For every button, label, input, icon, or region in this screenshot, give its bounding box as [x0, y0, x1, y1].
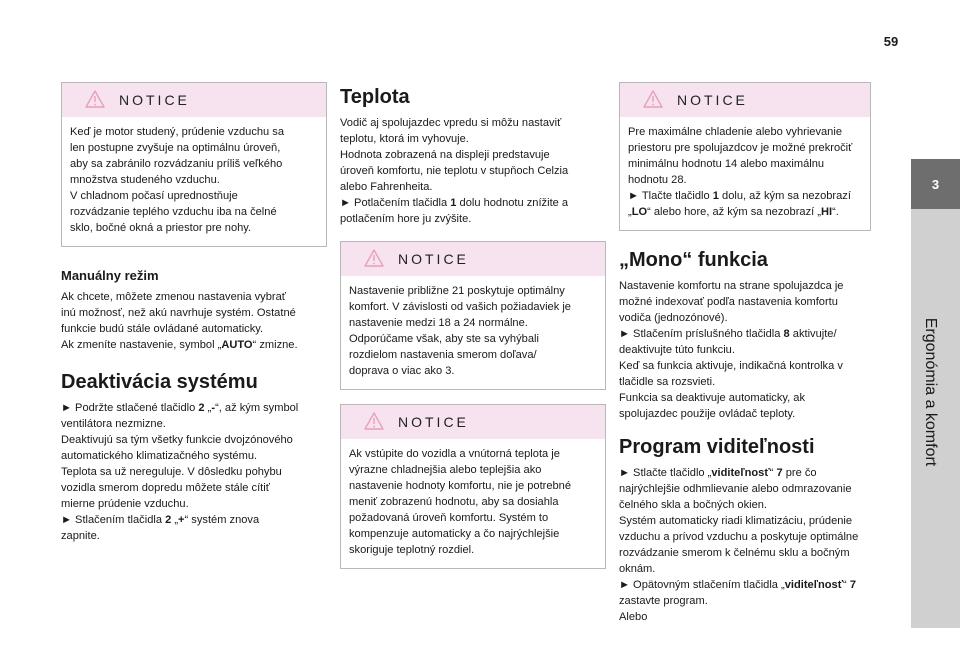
text-line: možné indexovať podľa nastavenia komfortu — [619, 296, 838, 308]
text-line: úroveň komfortu, nie teplotu v stupňoch Celzia — [340, 165, 569, 177]
text-line: teplotu, ktorá im vyhovuje. — [340, 133, 469, 145]
text-line: hodnotu 28. — [628, 174, 687, 186]
text-line: skoriguje teplotný rozdiel. — [349, 544, 475, 556]
text-line: funkcie budú stále ovládané automaticky. — [61, 323, 264, 335]
visibility-paragraph — [619, 465, 871, 625]
text-line: ventilátora nezmizne. — [61, 418, 166, 430]
text-line: tlačidle sa rozsvieti. — [619, 376, 716, 388]
text-line: vodiča (jednozónové). — [619, 312, 728, 324]
warning-icon — [364, 412, 384, 430]
column-1 — [61, 82, 327, 544]
text-line: zapnite. — [61, 530, 100, 542]
text-line: Funkcia sa deaktivuje automaticky, ak — [619, 392, 806, 404]
text-line: meniť zobrazenú hodnotu, aby sa dosiahla — [349, 496, 559, 508]
notice-header — [341, 405, 605, 439]
notice-box — [619, 82, 871, 231]
text-line: spolujazdec použije ovládač teploty. — [619, 408, 796, 420]
mono-paragraph — [619, 278, 871, 422]
text-line: ► Stlačením tlačidla 2 „+“ systém znova — [61, 514, 260, 526]
text-line: kompenzuje automaticky a čo najrýchlejšie — [349, 528, 560, 540]
text-line: V chladnom počasí uprednostňuje — [70, 190, 238, 202]
text-line: vozidla smerom dopredu môžete stále cítiť — [61, 482, 270, 494]
text-line: Deaktivujú sa tým všetky funkcie dvojzónového — [61, 434, 293, 446]
text-line: Systém automaticky riadi klimatizáciu, prúdenie — [619, 515, 853, 527]
notice-title: NOTICE — [119, 92, 190, 108]
section-heading-mono: „Mono“ funkcia — [619, 249, 768, 271]
text-line: automatického klimatizačného systému. — [61, 450, 258, 462]
warning-icon — [85, 90, 105, 108]
text-line: priestoru pre spolujazdcov je možné prekročiť — [628, 142, 853, 154]
text-line: rozdielom nastavenia smerom doľava/ — [349, 349, 537, 361]
text-line: Vodič aj spolujazdec vpredu si môžu nastaviť — [340, 117, 562, 129]
text-line: len postupne zvyšuje na optimálnu úroveň, — [70, 142, 281, 154]
manual-paragraph — [61, 289, 327, 353]
section-heading-manual: Manuálny režim — [61, 268, 159, 283]
text-line: najrýchlejšie odhmlievanie alebo odmrazovanie — [619, 483, 852, 495]
text-line: ► Opätovným stlačením tlačidla „viditeľnosť“ 7 — [619, 579, 856, 591]
text-line: vzduchu a prívod vzduchu a poskytuje optimálne — [619, 531, 859, 543]
text-line: ► Podržte stlačené tlačidlo 2 „-“, až kým symbol — [61, 402, 299, 414]
notice-box — [340, 241, 606, 390]
notice-title: NOTICE — [398, 251, 469, 267]
text-line: čelného skla a bočných okien. — [619, 499, 768, 511]
text-line: Alebo — [619, 611, 648, 623]
section-heading-visibility: Program viditeľnosti — [619, 436, 815, 458]
page-number: 59 — [883, 34, 899, 49]
text-line: Teplota sa už nereguluje. V dôsledku pohybu — [61, 466, 282, 478]
side-tab-chapter-number[interactable]: 3 — [911, 159, 960, 209]
text-line: rozvádzanie teplého vzduchu iba na čelné — [70, 206, 277, 218]
text-line: oknám. — [619, 563, 656, 575]
text-line: ► Stlačením príslušného tlačidla 8 aktivujte/ — [619, 328, 837, 340]
text-line: Nastavenie komfortu na strane spolujazdca je — [619, 280, 844, 292]
text-line: ► Stlačte tlačidlo „viditeľnosť“ 7 pre čo — [619, 467, 817, 479]
text-line: deaktivujte túto funkciu. — [619, 344, 735, 356]
section-heading-deactivation: Deaktivácia systému — [61, 371, 258, 393]
notice-title: NOTICE — [398, 414, 469, 430]
notice-body — [620, 117, 870, 230]
deactivation-paragraph — [61, 400, 327, 544]
text-line: Ak chcete, môžete zmenou nastavenia vybrať — [61, 291, 286, 303]
column-2 — [340, 82, 606, 569]
text-line: minimálnu hodnotu 14 alebo maximálnu — [628, 158, 825, 170]
text-line: doprava o viac ako 3. — [349, 365, 455, 377]
section-heading-temperature: Teplota — [340, 86, 410, 108]
notice-body — [341, 276, 605, 389]
text-line: Hodnota zobrazená na displeji predstavuje — [340, 149, 550, 161]
text-line: alebo Fahrenheita. — [340, 181, 433, 193]
text-line: potlačením hore ju zvýšite. — [340, 213, 472, 225]
side-tab-chapter-title: Ergonómia a komfort — [922, 317, 939, 467]
column-3 — [619, 82, 871, 625]
text-line: Ak zmeníte nastavenie, symbol „AUTO“ zmizne. — [61, 339, 298, 351]
text-line: zastavte program. — [619, 595, 708, 607]
notice-box — [61, 82, 327, 247]
temperature-paragraph — [340, 115, 606, 227]
text-line: nastavenie hodnoty komfortu, nie je potrebné — [349, 480, 572, 492]
notice-body — [62, 117, 326, 246]
text-line: množstva studeného vzduchu. — [70, 174, 220, 186]
text-line: Nastavenie približne 21 poskytuje optimálny — [349, 285, 565, 297]
text-line: požadovaná úroveň komfortu. Systém to — [349, 512, 549, 524]
notice-body — [341, 439, 605, 568]
text-line: Keď je motor studený, prúdenie vzduchu sa — [70, 126, 285, 138]
text-line: Ak vstúpite do vozidla a vnútorná teplota je — [349, 448, 560, 460]
text-line: komfort. V závislosti od vašich požiadaviek je — [349, 301, 571, 313]
text-line: ► Potlačením tlačidla 1 dolu hodnotu znížite a — [340, 197, 569, 209]
text-line: Pre maximálne chladenie alebo vyhrievanie — [628, 126, 842, 138]
text-line: „LO“ alebo hore, až kým sa nezobrazí „HI“. — [628, 206, 839, 218]
warning-icon — [364, 249, 384, 267]
notice-box — [340, 404, 606, 569]
text-line: Keď sa funkcia aktivuje, indikačná kontrolka v — [619, 360, 843, 372]
text-line: Odporúčame však, aby ste sa vyhýbali — [349, 333, 539, 345]
notice-title: NOTICE — [677, 92, 748, 108]
text-line: sklo, bočné okná a priestor pre nohy. — [70, 222, 252, 234]
text-line: rozvádzanie smerom k čelnému sklu a bočným — [619, 547, 850, 559]
notice-header — [62, 83, 326, 117]
text-line: inú možnosť, než akú navrhuje systém. Ostatné — [61, 307, 296, 319]
warning-icon — [643, 90, 663, 108]
text-line: výrazne chladnejšia alebo teplejšia ako — [349, 464, 542, 476]
text-line: aby sa zabránilo rozvádzaniu príliš veľkého — [70, 158, 283, 170]
text-line: nastavenie medzi 18 a 24 normálne. — [349, 317, 528, 329]
text-line: ► Tlačte tlačidlo 1 dolu, až kým sa nezobrazí — [628, 190, 851, 202]
text-line: mierne prúdenie vzduchu. — [61, 498, 189, 510]
notice-header — [620, 83, 870, 117]
notice-header — [341, 242, 605, 276]
